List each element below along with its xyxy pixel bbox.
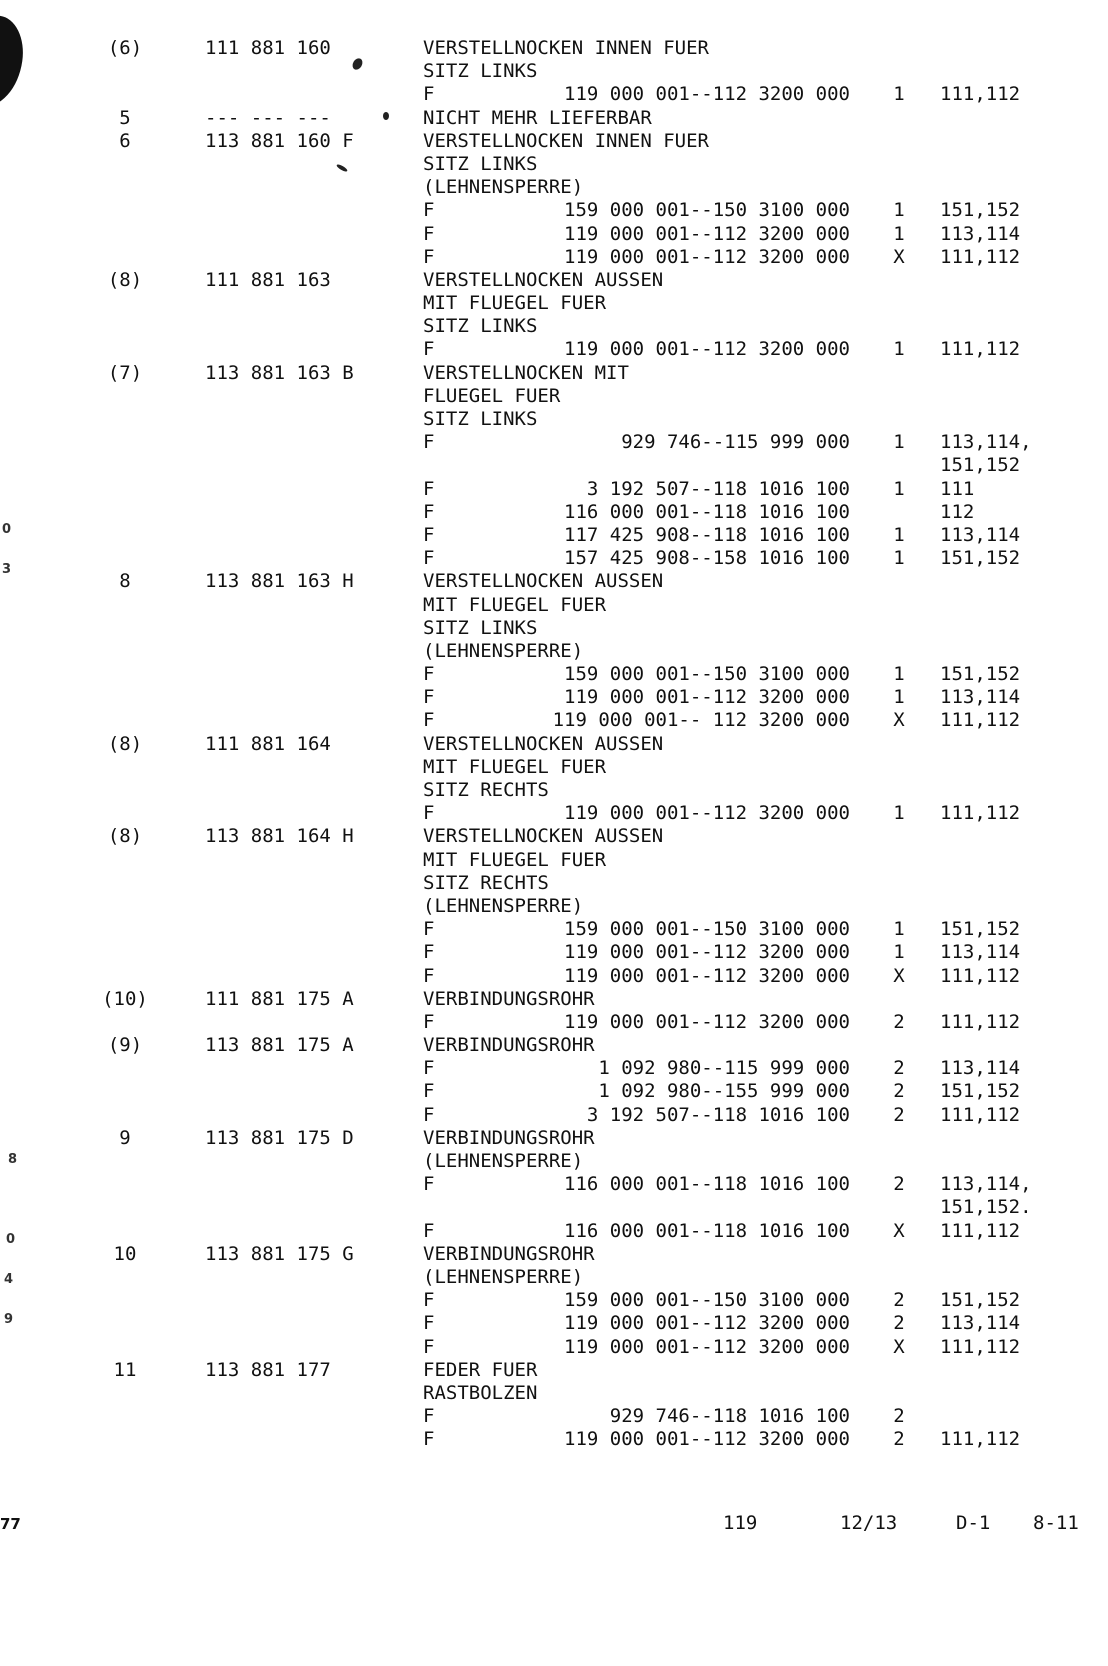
footnote-flag: F (423, 222, 435, 245)
footer-section: D-1 (956, 1512, 991, 1534)
table-row (0, 570, 1108, 593)
table-row (0, 1173, 1108, 1196)
table-row (0, 918, 1108, 941)
scan-speck (383, 112, 389, 120)
vehicle-code-range: 119 000 001--112 3200 000 (564, 686, 850, 709)
quantity: 2 (893, 1103, 905, 1126)
part-number: 113 881 177 (205, 1358, 331, 1381)
part-description: (LEHNENSPERRE) (423, 639, 584, 662)
part-description: SITZ RECHTS (423, 779, 549, 801)
footnote-flag: F (423, 245, 435, 268)
part-description: MIT FLUEGEL FUER (423, 593, 607, 616)
footnote-flag: F (423, 523, 435, 546)
table-row (0, 1011, 1108, 1034)
table-row (0, 1382, 1108, 1405)
table-row (0, 1312, 1108, 1335)
table-row (0, 1428, 1108, 1451)
model-codes: 112 (940, 500, 975, 523)
quantity: 1 (893, 802, 905, 825)
vehicle-code-range: 119 000 001--112 3200 000 (564, 1312, 850, 1335)
table-row (0, 872, 1108, 895)
vehicle-code-range: 119 000 001--112 3200 000 (564, 245, 850, 268)
vehicle-code-range: 119 000 001--112 3200 000 (564, 83, 850, 106)
table-row (0, 478, 1108, 501)
footnote-flag: F (423, 1289, 435, 1312)
part-description: SITZ LINKS (423, 60, 538, 83)
vehicle-code-range: 119 000 001--112 3200 000 (564, 1428, 850, 1451)
margin-mark: 4 (4, 1272, 14, 1287)
quantity: 2 (893, 1010, 905, 1033)
quantity: X (893, 1335, 905, 1358)
quantity: 2 (893, 1173, 905, 1196)
part-description: VERSTELLNOCKEN AUSSEN (423, 268, 664, 291)
part-number: 113 881 163 B (205, 361, 354, 384)
position-number: 11 (113, 1358, 137, 1381)
model-codes: 113,114 (940, 941, 1021, 964)
model-codes: 151,152 (940, 918, 1021, 941)
footnote-flag: F (423, 1335, 435, 1358)
model-codes: 151,152 (940, 199, 1021, 222)
position-number: (8) (107, 825, 143, 848)
table-row (0, 431, 1108, 454)
table-row (0, 617, 1108, 640)
quantity: 1 (893, 338, 905, 361)
position-number: 5 (119, 106, 131, 129)
margin-mark: 3 (2, 562, 12, 577)
part-description: VERSTELLNOCKEN MIT (423, 361, 629, 384)
model-codes: 113,114 (940, 686, 1021, 709)
vehicle-code-range: 119 000 001--112 3200 000 (564, 964, 850, 987)
model-codes: 111,112 (940, 245, 1021, 268)
table-row (0, 1080, 1108, 1103)
position-number: (8) (107, 732, 143, 755)
model-codes: 111,112 (940, 1335, 1021, 1358)
model-codes: 151,152 (940, 1289, 1021, 1312)
part-description: (LEHNENSPERRE) (423, 1265, 584, 1288)
part-description: (LEHNENSPERRE) (423, 1150, 584, 1172)
vehicle-code-range: 119 000 001--112 3200 000 (564, 941, 850, 964)
part-number: 111 881 160 (205, 37, 331, 59)
quantity: X (893, 245, 905, 268)
model-codes: 151,152. (940, 1196, 1032, 1219)
quantity: 2 (893, 1080, 905, 1103)
table-row (0, 1104, 1108, 1127)
table-row (0, 501, 1108, 524)
footnote-flag: F (423, 477, 435, 500)
part-number: 111 881 163 (205, 268, 331, 291)
vehicle-code-range: 159 000 001--150 3100 000 (564, 918, 850, 941)
position-number: 10 (113, 1242, 137, 1265)
part-description: VERSTELLNOCKEN INNEN FUER (423, 37, 709, 59)
part-description: VERBINDUNGSROHR (423, 1034, 595, 1057)
quantity: X (893, 964, 905, 987)
part-description: FLUEGEL FUER (423, 384, 561, 407)
part-description: (LEHNENSPERRE) (423, 176, 584, 199)
table-row (0, 130, 1108, 153)
table-row (0, 895, 1108, 918)
footnote-flag: F (423, 1010, 435, 1033)
quantity: 1 (893, 222, 905, 245)
vehicle-code-range: 1 092 980--155 999 000 (598, 1080, 850, 1103)
table-row (0, 941, 1108, 964)
model-codes: 113,114, (940, 1173, 1032, 1196)
table-row (0, 338, 1108, 361)
margin-mark: 8 (8, 1152, 18, 1167)
table-row (0, 825, 1108, 848)
table-row (0, 1266, 1108, 1289)
footnote-flag: F (423, 500, 435, 523)
position-number: 6 (119, 129, 131, 152)
table-row (0, 524, 1108, 547)
part-number: 113 881 160 F (205, 129, 354, 152)
quantity: X (893, 709, 905, 732)
table-row (0, 733, 1108, 756)
vehicle-code-range: 1 092 980--115 999 000 (598, 1057, 850, 1080)
vehicle-code-range: 119 000 001--112 3200 000 (564, 222, 850, 245)
vehicle-code-range: 929 746--118 1016 100 (609, 1405, 850, 1428)
position-number: (8) (107, 268, 143, 291)
table-row (0, 292, 1108, 315)
table-row (0, 153, 1108, 176)
margin-mark: 0 (6, 1232, 16, 1247)
part-number: 113 881 164 H (205, 825, 354, 848)
part-description: VERSTELLNOCKEN AUSSEN (423, 825, 664, 848)
table-row (0, 315, 1108, 338)
table-row (0, 246, 1108, 269)
vehicle-code-range: 119 000 001--112 3200 000 (564, 1335, 850, 1358)
quantity: 1 (893, 941, 905, 964)
footer-left-number: 77 (0, 1515, 21, 1533)
table-row (0, 663, 1108, 686)
part-number: 113 881 163 H (205, 570, 354, 593)
vehicle-code-range: 119 000 001--112 3200 000 (564, 802, 850, 825)
model-codes: 151,152 (940, 547, 1021, 570)
footnote-flag: F (423, 547, 435, 570)
footnote-flag: F (423, 1173, 435, 1196)
table-row (0, 1150, 1108, 1173)
position-number: (9) (107, 1034, 143, 1057)
footnote-flag: F (423, 338, 435, 361)
part-description: FEDER FUER (423, 1358, 538, 1381)
model-codes: 113,114 (940, 1057, 1021, 1080)
table-row (0, 802, 1108, 825)
table-row (0, 849, 1108, 872)
table-row (0, 362, 1108, 385)
part-number: 113 881 175 A (205, 1034, 354, 1057)
footnote-flag: F (423, 964, 435, 987)
model-codes: 113,114 (940, 523, 1021, 546)
table-row (0, 1034, 1108, 1057)
table-row (0, 83, 1108, 106)
footnote-flag: F (423, 918, 435, 941)
footnote-flag: F (423, 686, 435, 709)
footnote-flag: F (423, 709, 435, 732)
quantity: 2 (893, 1057, 905, 1080)
quantity: 1 (893, 547, 905, 570)
table-row (0, 176, 1108, 199)
quantity: X (893, 1219, 905, 1242)
model-codes: 151,152 (940, 663, 1021, 686)
model-codes: 111,112 (940, 83, 1021, 106)
footnote-flag: F (423, 1103, 435, 1126)
part-description: SITZ LINKS (423, 152, 538, 175)
footnote-flag: F (423, 1312, 435, 1335)
table-row (0, 756, 1108, 779)
part-description: MIT FLUEGEL FUER (423, 848, 607, 871)
position-number: (10) (102, 987, 148, 1010)
table-row (0, 385, 1108, 408)
part-description: SITZ RECHTS (423, 871, 549, 894)
position-number: 9 (119, 1126, 131, 1149)
part-description: VERSTELLNOCKEN AUSSEN (423, 570, 664, 593)
model-codes: 111,112 (940, 709, 1021, 732)
quantity: 1 (893, 686, 905, 709)
vehicle-code-range: 159 000 001--150 3100 000 (564, 1289, 850, 1312)
table-row (0, 709, 1108, 732)
quantity: 2 (893, 1405, 905, 1428)
part-number: 111 881 164 (205, 732, 331, 755)
quantity: 2 (893, 1312, 905, 1335)
margin-mark: 0 (2, 522, 12, 537)
part-description: NICHT MEHR LIEFERBAR (423, 106, 652, 129)
part-description: VERSTELLNOCKEN AUSSEN (423, 732, 664, 755)
quantity: 1 (893, 918, 905, 941)
part-number: 113 881 175 D (205, 1126, 354, 1149)
footnote-flag: F (423, 1057, 435, 1080)
position-number: (6) (107, 37, 143, 59)
part-number: 113 881 175 G (205, 1242, 354, 1265)
part-description: SITZ LINKS (423, 315, 538, 338)
quantity: 1 (893, 83, 905, 106)
table-row (0, 594, 1108, 617)
model-codes: 111,112 (940, 964, 1021, 987)
table-row (0, 779, 1108, 802)
part-description: VERSTELLNOCKEN INNEN FUER (423, 129, 709, 152)
vehicle-code-range: 119 000 001-- 112 3200 000 (552, 709, 850, 732)
table-row (0, 37, 1108, 60)
model-codes: 151,152 (940, 454, 1021, 477)
parts-list (0, 37, 1108, 1451)
footnote-flag: F (423, 1080, 435, 1103)
table-row (0, 1196, 1108, 1219)
quantity: 1 (893, 431, 905, 454)
model-codes: 113,114, (940, 431, 1032, 454)
table-row (0, 547, 1108, 570)
part-description: (LEHNENSPERRE) (423, 894, 584, 917)
table-row (0, 640, 1108, 663)
footer-page-number: 119 (723, 1512, 758, 1534)
part-description: MIT FLUEGEL FUER (423, 292, 607, 315)
model-codes: 111,112 (940, 1103, 1021, 1126)
model-codes: 111,112 (940, 1428, 1021, 1451)
part-description: RASTBOLZEN (423, 1381, 538, 1404)
footnote-flag: F (423, 431, 435, 454)
model-codes: 113,114 (940, 1312, 1021, 1335)
part-description: SITZ LINKS (423, 616, 538, 639)
model-codes: 151,152 (940, 1080, 1021, 1103)
vehicle-code-range: 157 425 908--158 1016 100 (564, 547, 850, 570)
model-codes: 111,112 (940, 338, 1021, 361)
footnote-flag: F (423, 1428, 435, 1451)
quantity: 2 (893, 1428, 905, 1451)
table-row (0, 1243, 1108, 1266)
model-codes: 111 (940, 477, 975, 500)
quantity: 1 (893, 477, 905, 500)
vehicle-code-range: 116 000 001--118 1016 100 (564, 500, 850, 523)
table-row (0, 686, 1108, 709)
footnote-flag: F (423, 941, 435, 964)
table-row (0, 107, 1108, 130)
footnote-flag: F (423, 1219, 435, 1242)
vehicle-code-range: 159 000 001--150 3100 000 (564, 663, 850, 686)
part-description: VERBINDUNGSROHR (423, 1126, 595, 1149)
footer-code: 8-11 (1033, 1512, 1079, 1534)
table-row (0, 223, 1108, 246)
table-row (0, 1127, 1108, 1150)
part-description: VERBINDUNGSROHR (423, 1242, 595, 1265)
footnote-flag: F (423, 83, 435, 106)
quantity: 2 (893, 1289, 905, 1312)
vehicle-code-range: 119 000 001--112 3200 000 (564, 338, 850, 361)
quantity: 1 (893, 523, 905, 546)
vehicle-code-range: 3 192 507--118 1016 100 (586, 1103, 850, 1126)
quantity: 1 (893, 199, 905, 222)
page-footer (0, 1512, 1108, 1538)
part-description: SITZ LINKS (423, 408, 538, 430)
part-number: 111 881 175 A (205, 987, 354, 1010)
table-row (0, 1405, 1108, 1428)
vehicle-code-range: 159 000 001--150 3100 000 (564, 199, 850, 222)
vehicle-code-range: 116 000 001--118 1016 100 (564, 1173, 850, 1196)
vehicle-code-range: 3 192 507--118 1016 100 (586, 477, 850, 500)
vehicle-code-range: 117 425 908--118 1016 100 (564, 523, 850, 546)
table-row (0, 1220, 1108, 1243)
part-description: VERBINDUNGSROHR (423, 987, 595, 1010)
footnote-flag: F (423, 663, 435, 686)
footer-sheet: 12/13 (840, 1512, 898, 1534)
quantity: 1 (893, 663, 905, 686)
vehicle-code-range: 929 746--115 999 000 (621, 431, 850, 454)
table-row (0, 269, 1108, 292)
table-row (0, 1336, 1108, 1359)
model-codes: 111,112 (940, 802, 1021, 825)
table-row (0, 199, 1108, 222)
part-number: --- --- --- (205, 106, 331, 129)
table-row (0, 1057, 1108, 1080)
vehicle-code-range: 119 000 001--112 3200 000 (564, 1010, 850, 1033)
model-codes: 111,112 (940, 1219, 1021, 1242)
part-description: MIT FLUEGEL FUER (423, 755, 607, 778)
model-codes: 113,114 (940, 222, 1021, 245)
footnote-flag: F (423, 1405, 435, 1428)
footnote-flag: F (423, 199, 435, 222)
model-codes: 111,112 (940, 1010, 1021, 1033)
margin-mark: 9 (4, 1312, 14, 1327)
table-row (0, 1289, 1108, 1312)
table-row (0, 965, 1108, 988)
table-row (0, 1359, 1108, 1382)
table-row (0, 988, 1108, 1011)
table-row (0, 60, 1108, 83)
position-number: 8 (119, 570, 131, 593)
position-number: (7) (107, 361, 143, 384)
vehicle-code-range: 116 000 001--118 1016 100 (564, 1219, 850, 1242)
footnote-flag: F (423, 802, 435, 825)
table-row (0, 408, 1108, 431)
table-row (0, 454, 1108, 477)
